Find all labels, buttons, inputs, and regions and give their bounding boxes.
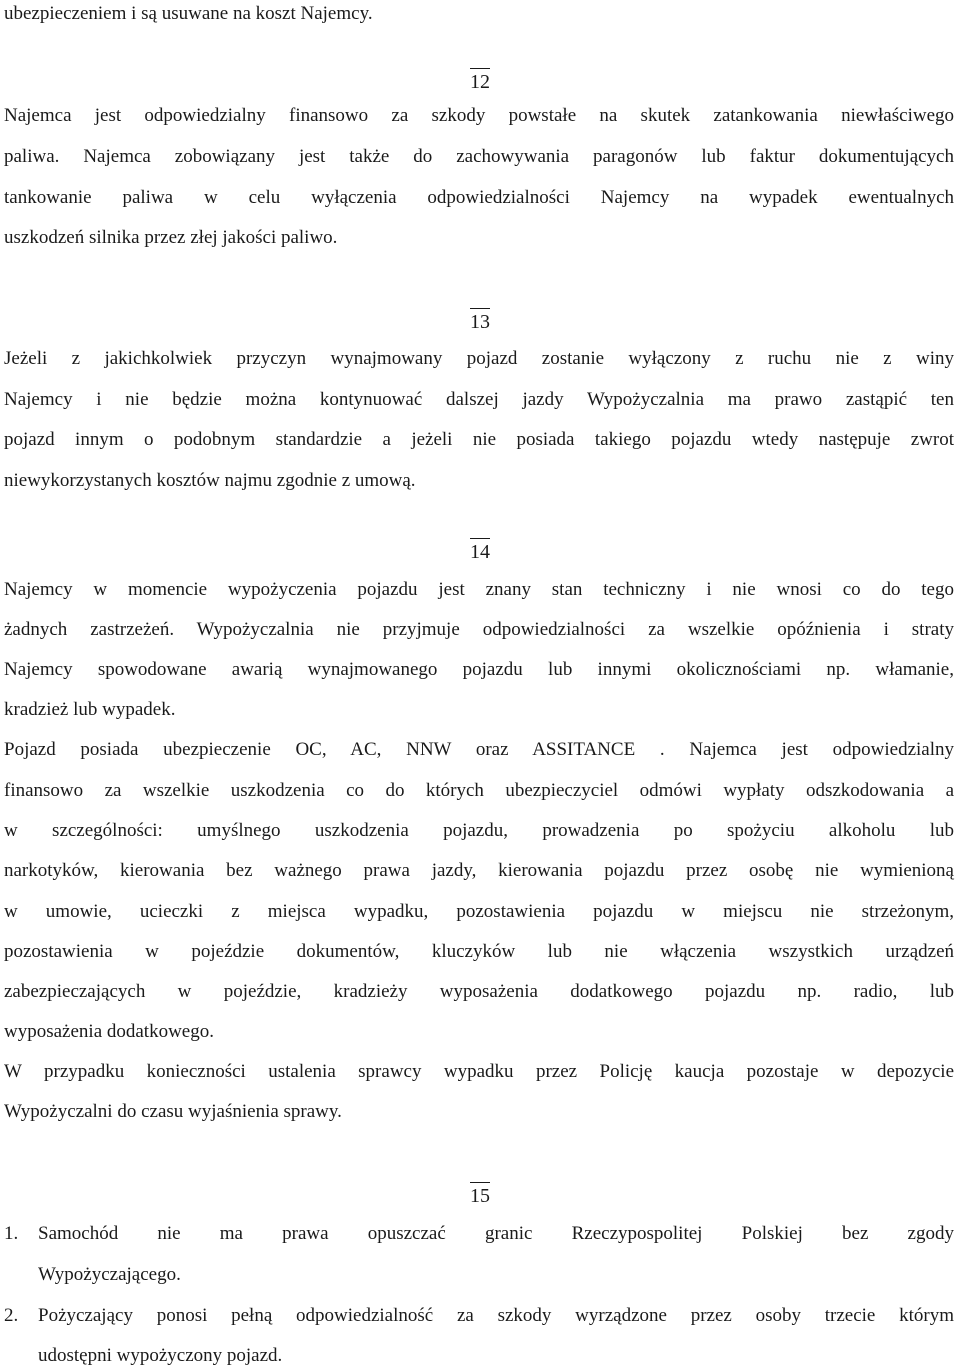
section-12-number: 12 [470, 68, 490, 94]
paragraph-line: pozostawienia w pojeździe dokumentów, kluczyków lub nie włączenia wszystkich urządzeń [4, 941, 954, 962]
paragraph-line: w umowie, ucieczki z miejsca wypadku, pozostawienia pojazdu w miejscu nie strzeżonym, [4, 901, 954, 922]
list-item-number: 2. [4, 1305, 19, 1326]
paragraph-line: finansowo za wszelkie uszkodzenia co do których ubezpieczyciel odmówi wypłaty odszkodowania a [4, 780, 954, 801]
paragraph-line: narkotyków, kierowania bez ważnego prawa jazdy, kierowania pojazdu przez osobę nie wymienioną [4, 860, 954, 881]
paragraph-line: zabezpieczających w pojeździe, kradzieży wyposażenia dodatkowego pojazdu np. radio, lub [4, 981, 954, 1002]
section-14-number: 14 [470, 538, 490, 564]
paragraph-line: Najemcy w momencie wypożyczenia pojazdu jest znany stan techniczny i nie wnosi co do tego [4, 579, 954, 600]
paragraph-line: kradzież lub wypadek. [4, 699, 176, 720]
section-15-heading [0, 1182, 960, 1208]
paragraph-line: Najemcy i nie będzie można kontynuować dalszej jazdy Wypożyczalnia ma prawo zastąpić ten [4, 389, 954, 410]
paragraph-line: Pojazd posiada ubezpieczenie OC, AC, NNW oraz ASSITANCE . Najemca jest odpowiedzialny [4, 739, 954, 760]
paragraph-line: wyposażenia dodatkowego. [4, 1021, 214, 1042]
section-15-number: 15 [470, 1182, 490, 1208]
paragraph-line: Jeżeli z jakichkolwiek przyczyn wynajmowany pojazd zostanie wyłączony z ruchu nie z winy [4, 348, 954, 369]
paragraph-line: W przypadku konieczności ustalenia sprawcy wypadku przez Policję kaucja pozostaje w depozycie [4, 1061, 954, 1082]
paragraph-line: Najemcy spowodowane awarią wynajmowanego pojazdu lub innymi okolicznościami np. włamanie, [4, 659, 954, 680]
paragraph-line: żadnych zastrzeżeń. Wypożyczalnia nie przyjmuje odpowiedzialności za wszelkie opóźnienia i straty [4, 619, 954, 640]
paragraph-line: pojazd innym o podobnym standardzie a jeżeli nie posiada takiego pojazdu wtedy następuje zwrot [4, 429, 954, 450]
section-14-heading [0, 538, 960, 564]
section-13-number: 13 [470, 308, 490, 334]
paragraph-line: Najemca jest odpowiedzialny finansowo za szkody powstałe na skutek zatankowania niewłaściwego [4, 105, 954, 126]
list-item-number: 1. [4, 1223, 19, 1244]
list-item-line: Wypożyczającego. [38, 1264, 181, 1285]
paragraph-line: tankowanie paliwa w celu wyłączenia odpowiedzialności Najemcy na wypadek ewentualnych [4, 187, 954, 208]
paragraph-line: paliwa. Najemca zobowiązany jest także do zachowywania paragonów lub faktur dokumentujących [4, 146, 954, 167]
paragraph-line: niewykorzystanych kosztów najmu zgodnie z umową. [4, 470, 416, 491]
section-12-heading [0, 68, 960, 94]
paragraph-line: Wypożyczalni do czasu wyjaśnienia sprawy. [4, 1101, 342, 1122]
paragraph-line: uszkodzeń silnika przez złej jakości paliwo. [4, 227, 338, 248]
list-item-line: udostępni wypożyczony pojazd. [38, 1345, 283, 1366]
list-item-line: Samochód nie ma prawa opuszczać granic Rzeczypospolitej Polskiej bez zgody [38, 1223, 954, 1244]
intro-line: ubezpieczeniem i są usuwane na koszt Najemcy. [4, 3, 373, 24]
section-13-heading [0, 308, 960, 334]
list-item-line: Pożyczający ponosi pełną odpowiedzialność za szkody wyrządzone przez osoby trzecie którym [38, 1305, 954, 1326]
paragraph-line: w szczególności: umyślnego uszkodzenia pojazdu, prowadzenia po spożyciu alkoholu lub [4, 820, 954, 841]
